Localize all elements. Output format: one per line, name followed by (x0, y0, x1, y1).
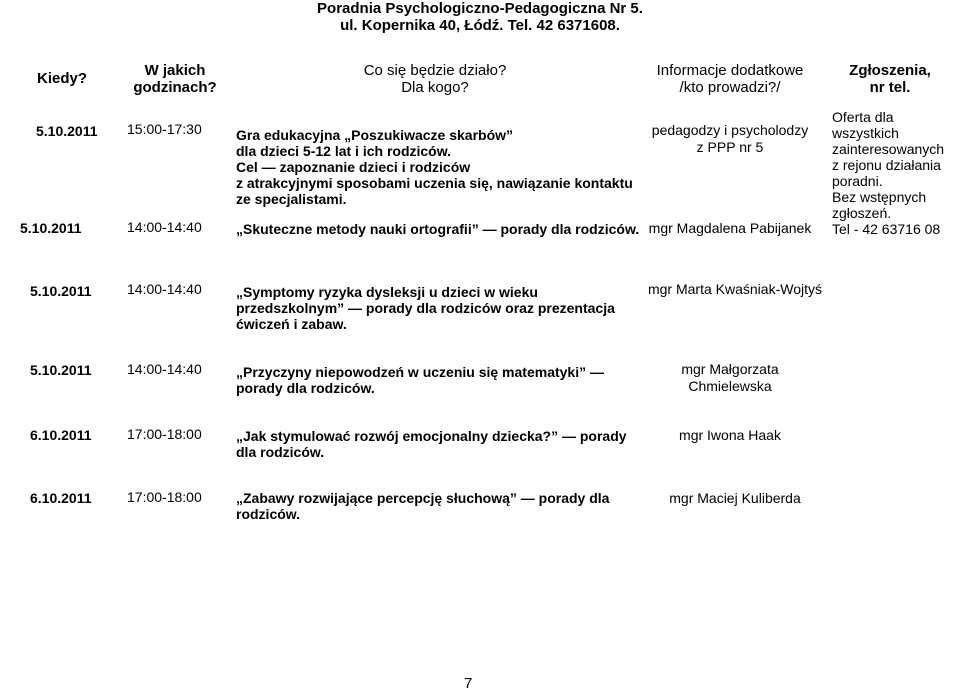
col-header-co-line2: Dla kogo? (401, 79, 469, 96)
row-4-info-line-2: Chmielewska (688, 378, 772, 394)
row-5-description (236, 428, 646, 460)
row-4-line-2: porady dla rodziców. (236, 380, 375, 396)
zgloszenia-line-8: Tel - 42 63716 08 (832, 221, 941, 237)
row-2-description (236, 221, 646, 237)
row-5-info (640, 427, 820, 444)
row-1-info (640, 122, 820, 156)
row-6-line-2: rodziców. (236, 506, 301, 522)
row-1-line-3: Cel — zapoznanie dzieci i rodziców (236, 159, 471, 175)
row-3-info-line-1: mgr Marta Kwaśniak-Wojtyś (647, 281, 822, 297)
row-1-line-2: dla dzieci 5-12 lat i ich rodziców. (236, 143, 451, 159)
row-2-time: 14:00-14:40 (127, 219, 202, 235)
row-6-info-line-1: mgr Maciej Kuliberda (669, 490, 801, 506)
col-header-godziny (120, 62, 230, 96)
row-1-date: 5.10.2011 (36, 123, 98, 139)
row-1-info-line-2: z PPP nr 5 (696, 139, 764, 155)
row-4-info-line-1: mgr Małgorzata (681, 361, 779, 377)
row-6-description (236, 490, 646, 522)
col-header-godziny-line1: W jakich (144, 62, 206, 79)
row-5-time: 17:00-18:00 (127, 426, 202, 442)
zgloszenia-line-5: poradni. (832, 173, 883, 189)
row-1-line-4: z atrakcyjnymi sposobami uczenia się, nawiązanie kontaktu (236, 175, 633, 191)
row-3-line-2: przedszkolnym” — porady dla rodziców oraz prezentacja (236, 300, 615, 316)
row-1-info-line-1: pedagodzy i psycholodzy (651, 122, 809, 138)
row-2-date: 5.10.2011 (20, 220, 82, 236)
row-4-line-1: „Przyczyny niepowodzeń w uczeniu się matematyki” — (236, 364, 604, 380)
row-6-date: 6.10.2011 (30, 490, 92, 506)
zgloszenia-info (832, 109, 957, 237)
header-line-2: ul. Kopernika 40, Łódź. Tel. 42 6371608. (340, 17, 620, 34)
row-4-info (640, 361, 820, 395)
row-1-line-1: Gra edukacyjna „Poszukiwacze skarbów” (236, 127, 514, 143)
row-2-line-1: „Skuteczne metody nauki ortografii” — porady dla rodziców. (236, 221, 640, 237)
col-header-info-line1: Informacje dodatkowe (656, 62, 804, 79)
col-header-godziny-line2: godzinach? (133, 79, 217, 96)
row-5-line-1: „Jak stymulować rozwój emocjonalny dziecka?” — porady (236, 428, 627, 444)
zgloszenia-line-7: zgłoszeń. (832, 205, 892, 221)
zgloszenia-line-1: Oferta dla (832, 109, 894, 125)
col-header-kiedy: Kiedy? (36, 70, 87, 87)
page-number: 7 (464, 675, 473, 692)
row-5-date: 6.10.2011 (30, 427, 92, 443)
row-3-date: 5.10.2011 (30, 283, 92, 299)
row-6-line-1: „Zabawy rozwijające percepcję słuchową” — porady dla (236, 490, 610, 506)
row-4-date: 5.10.2011 (30, 362, 92, 378)
zgloszenia-line-3: zainteresowanych (832, 141, 945, 157)
row-4-time: 14:00-14:40 (127, 361, 202, 377)
col-header-info (640, 62, 820, 96)
row-2-info-line-1: mgr Magdalena Pabijanek (648, 220, 812, 236)
zgloszenia-line-2: wszystkich (832, 125, 899, 141)
col-header-co-line1: Co się będzie działo? (363, 62, 507, 79)
col-header-co (330, 62, 540, 96)
col-header-zgloszenia (830, 62, 950, 96)
row-6-time: 17:00-18:00 (127, 489, 202, 505)
zgloszenia-line-6: Bez wstępnych (832, 189, 927, 205)
row-5-info-line-1: mgr Iwona Haak (679, 427, 781, 443)
row-4-description (236, 364, 646, 396)
row-1-time: 15:00-17:30 (127, 121, 202, 137)
row-3-line-3: ćwiczeń i zabaw. (236, 316, 347, 332)
col-header-zgloszenia-line1: Zgłoszenia, (849, 62, 931, 79)
row-1-description (236, 127, 646, 207)
row-3-description (236, 284, 646, 332)
row-3-time: 14:00-14:40 (127, 281, 202, 297)
row-1-line-5: ze specjalistami. (236, 191, 347, 207)
header-line-1: Poradnia Psychologiczno-Pedagogiczna Nr 5. (317, 0, 643, 17)
row-5-line-2: dla rodziców. (236, 444, 325, 460)
row-2-info (640, 220, 820, 237)
col-header-zgloszenia-line2: nr tel. (869, 79, 911, 96)
row-6-info (640, 490, 830, 507)
zgloszenia-line-4: z rejonu działania (832, 157, 941, 173)
row-3-line-1: „Symptomy ryzyka dysleksji u dzieci w wieku (236, 284, 538, 300)
row-3-info (640, 281, 830, 298)
col-header-info-line2: /kto prowadzi?/ (679, 79, 781, 96)
